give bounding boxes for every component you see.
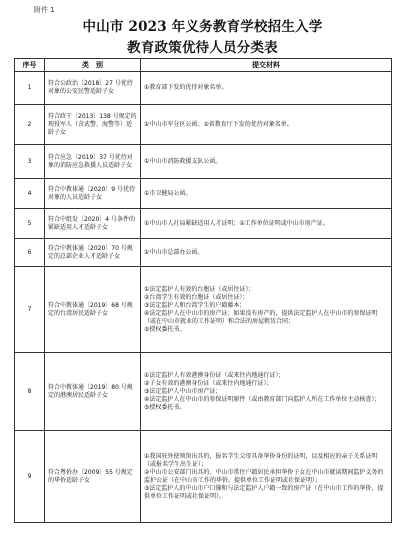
material-item: ①中山市总部办公函。 [144,248,204,256]
attachment-label: 附件 1 [34,6,55,14]
row-no: 3 [15,145,45,179]
row-no: 7 [15,267,45,353]
row-no: 4 [15,179,45,209]
table-row [15,72,392,105]
row-category: 符合中组发〔2020〕4 号条件的紧缺适用人才适龄子女 [45,209,141,239]
header-no: 序号 [15,59,45,72]
row-category: 符合中教体通〔2019〕68 号规定的台湾居民适龄子女 [45,267,141,353]
material-item: ①中山市人社局紧缺适用人才证明；②工作单位证明或中山市房产证。 [144,219,329,227]
row-category: 符合中教体通〔2020〕70 号规定的总部企业人才适龄子女 [45,239,141,267]
row-category: 符合中教体通〔2019〕80 号规定的港澳居民适龄子女 [45,353,141,431]
table-row [15,431,392,523]
row-no: 8 [15,353,45,431]
row-no: 1 [15,72,45,105]
material-item: ⑤授权委托书。 [144,403,186,411]
material-item: ①中山市军分区公函；②省教育厅下发的优待对象名单。 [144,120,293,128]
material-item: ①我国驻外使领馆出具的，报名学生父母具备华侨身份的证明，以及相应的亲子关系证明（或报名学生出生证）； [144,452,378,468]
table-header-row [15,59,392,72]
material-item: ②子女有效的港澳身份证（或来往内地通行证）； [144,379,273,387]
material-item: ④法定监护人在中山市的参保证明原件（或由教育部门向监护人所在工作单位主动核查）； [144,395,381,403]
table-row [15,353,392,431]
material-item: ⑤授权委托书。 [144,325,186,333]
header-category: 类 别 [45,59,141,72]
material-item: ③法定监护人的中山市户口簿和与法定监护人户籍一致的房产证（在中山市工作的华侨，提供单位工作证明或社保证明）。 [144,484,384,500]
material-item: ②中山市公安部门出具的，中山市常住户籍居民承担华侨子女在中山市就读期间监护义务的监护公证（在中山市工作的华侨，提供单位工作证明或社保证明）； [144,468,384,484]
document-title-line1: 中山市 2023 年义务教育学校招生入学 [82,19,323,35]
row-materials [141,267,392,353]
row-materials [141,239,392,267]
row-no: 2 [15,105,45,145]
material-item: ①中山市消防救援支队公函。 [144,157,222,165]
row-category: 符合政干〔2013〕138 号规定的现役军人（含武警、海警等）适龄子女 [45,105,141,145]
table-row [15,105,392,145]
row-materials [141,72,392,105]
row-materials [141,105,392,145]
row-category: 符合应急〔2019〕37 号优待对象的消防应急救援人员适龄子女 [45,145,141,179]
row-materials [141,431,392,523]
material-item: ①教育部下发的优待对象名单。 [144,84,228,91]
row-materials [141,145,392,179]
row-category: 符合中教体通〔2020〕9 号优待对象的人员适龄子女 [45,179,141,209]
material-item: ②台湾学生有效的台胞证（或居住证）； [144,293,249,301]
row-category: 符合粤侨办〔2009〕55 号规定的华侨适龄子女 [45,431,141,523]
material-item: ③法定监护人和台湾学生的户籍藤本； [144,301,246,309]
material-item: ①法定监护人有效的台胞证（或居住证）； [144,285,255,293]
material-item: ③法定监护人中山市房产证； [144,387,222,395]
document-title-line2: 教育政策优待人员分类表 [127,40,278,56]
table-row [15,239,392,267]
row-materials [141,209,392,239]
table-row [15,145,392,179]
row-materials [141,353,392,431]
row-materials [141,179,392,209]
material-item: ④法定监护人在中山市的房产证；如果没有房产的，提供法定监护人在中山市的参保证明（或在中山市就业的工作证明）和合法的房屋租赁合同； [144,309,378,325]
row-no: 5 [15,209,45,239]
row-no: 6 [15,239,45,267]
material-item: ①市卫健局公函。 [144,189,192,197]
header-materials: 提交材料 [141,59,392,72]
row-no: 9 [15,431,45,523]
row-category: 符合公政治〔2018〕27 号优待对象的公安民警适龄子女 [45,72,141,105]
policy-table [14,58,392,523]
table-row [15,267,392,353]
table-row [15,179,392,209]
table-row [15,209,392,239]
material-item: ①法定监护人有效港澳身份证（或来往内地通行证）； [144,371,285,379]
